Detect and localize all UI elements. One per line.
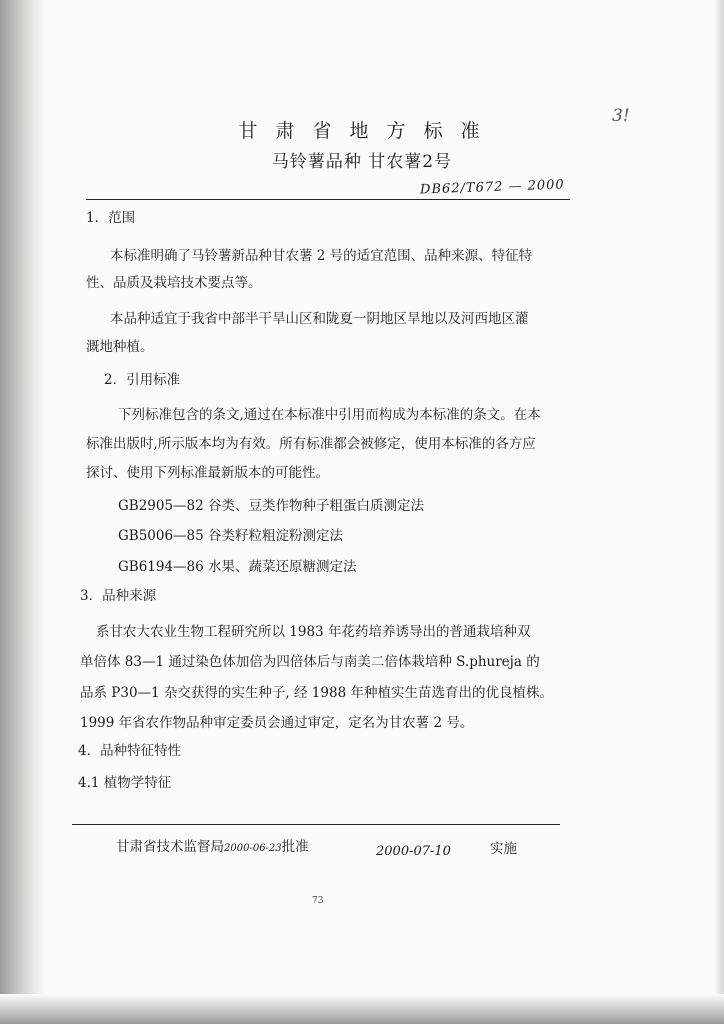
section-1-line: 本标准明确了马铃薯新品种甘农薯 2 号的适宜范围、品种来源、特征特 xyxy=(110,248,533,264)
header-rule xyxy=(86,199,570,200)
section-1-heading: 1．范围 xyxy=(86,210,136,226)
reference-standard: GB5006—85 谷类籽粒粗淀粉测定法 xyxy=(118,528,344,544)
section-1-line: 本品种适宜于我省中部半干旱山区和陇夏一阴地区旱地以及河西地区灌 xyxy=(110,311,529,327)
page-number: 73 xyxy=(312,896,324,906)
reference-standard: GB6194—86 水果、蔬菜还原糖测定法 xyxy=(118,559,357,575)
standard-subtitle: 马铃薯品种 甘农薯2号 xyxy=(271,152,453,172)
section-2-line: 探讨、使用下列标准最新版本的可能性。 xyxy=(86,465,329,481)
section-3-heading: 3．品种来源 xyxy=(80,588,157,604)
footer-rule xyxy=(72,824,560,825)
standard-title: 甘 肃 省 地 方 标 准 xyxy=(238,120,486,142)
approval-authority: 甘肃省技术监督局 xyxy=(116,839,224,855)
section-3-line: 1999 年省农作物品种审定委员会通过审定，定名为甘农薯 2 号。 xyxy=(80,715,474,731)
page-mark: 3! xyxy=(612,106,630,126)
section-1-line: 性、品质及栽培技术要点等。 xyxy=(86,275,262,291)
approval-date: 2000-06-23 xyxy=(224,843,282,854)
implement-date: 2000-07-10 xyxy=(376,844,451,859)
implement-label: 实施 xyxy=(490,841,517,857)
section-2-heading: 2．引用标准 xyxy=(104,372,181,388)
section-3-line: 系甘农大农业生物工程研究所以 1983 年花药培养诱导出的普通栽培种双 xyxy=(96,624,531,640)
reference-standard: GB2905—82 谷类、豆类作物种子粗蛋白质测定法 xyxy=(118,498,425,514)
scan-edge-bottom xyxy=(0,994,724,1024)
section-2-line: 标准出版时,所示版本均为有效。所有标准都会被修定，使用本标准的各方应 xyxy=(86,436,536,452)
standard-number: DB62/T672 — 2000 xyxy=(419,177,565,198)
section-2-line: 下列标准包含的条文,通过在本标准中引用而构成为本标准的条文。在本 xyxy=(118,407,541,423)
section-1-line: 溉地种植。 xyxy=(86,339,154,355)
section-4-1-heading: 4.1 植物学特征 xyxy=(78,775,172,791)
section-3-line: 品系 P30—1 杂交获得的实生种子, 经 1988 年种植实生苗选育出的优良植株。 xyxy=(80,685,553,701)
approval-line xyxy=(116,837,309,859)
section-4-heading: 4．品种特征特性 xyxy=(78,743,182,759)
section-3-line: 单倍体 83—1 通过染色体加倍为四倍体后与南美二倍体栽培种 S.phureja 的 xyxy=(80,654,540,670)
approval-label: 批准 xyxy=(281,839,309,855)
